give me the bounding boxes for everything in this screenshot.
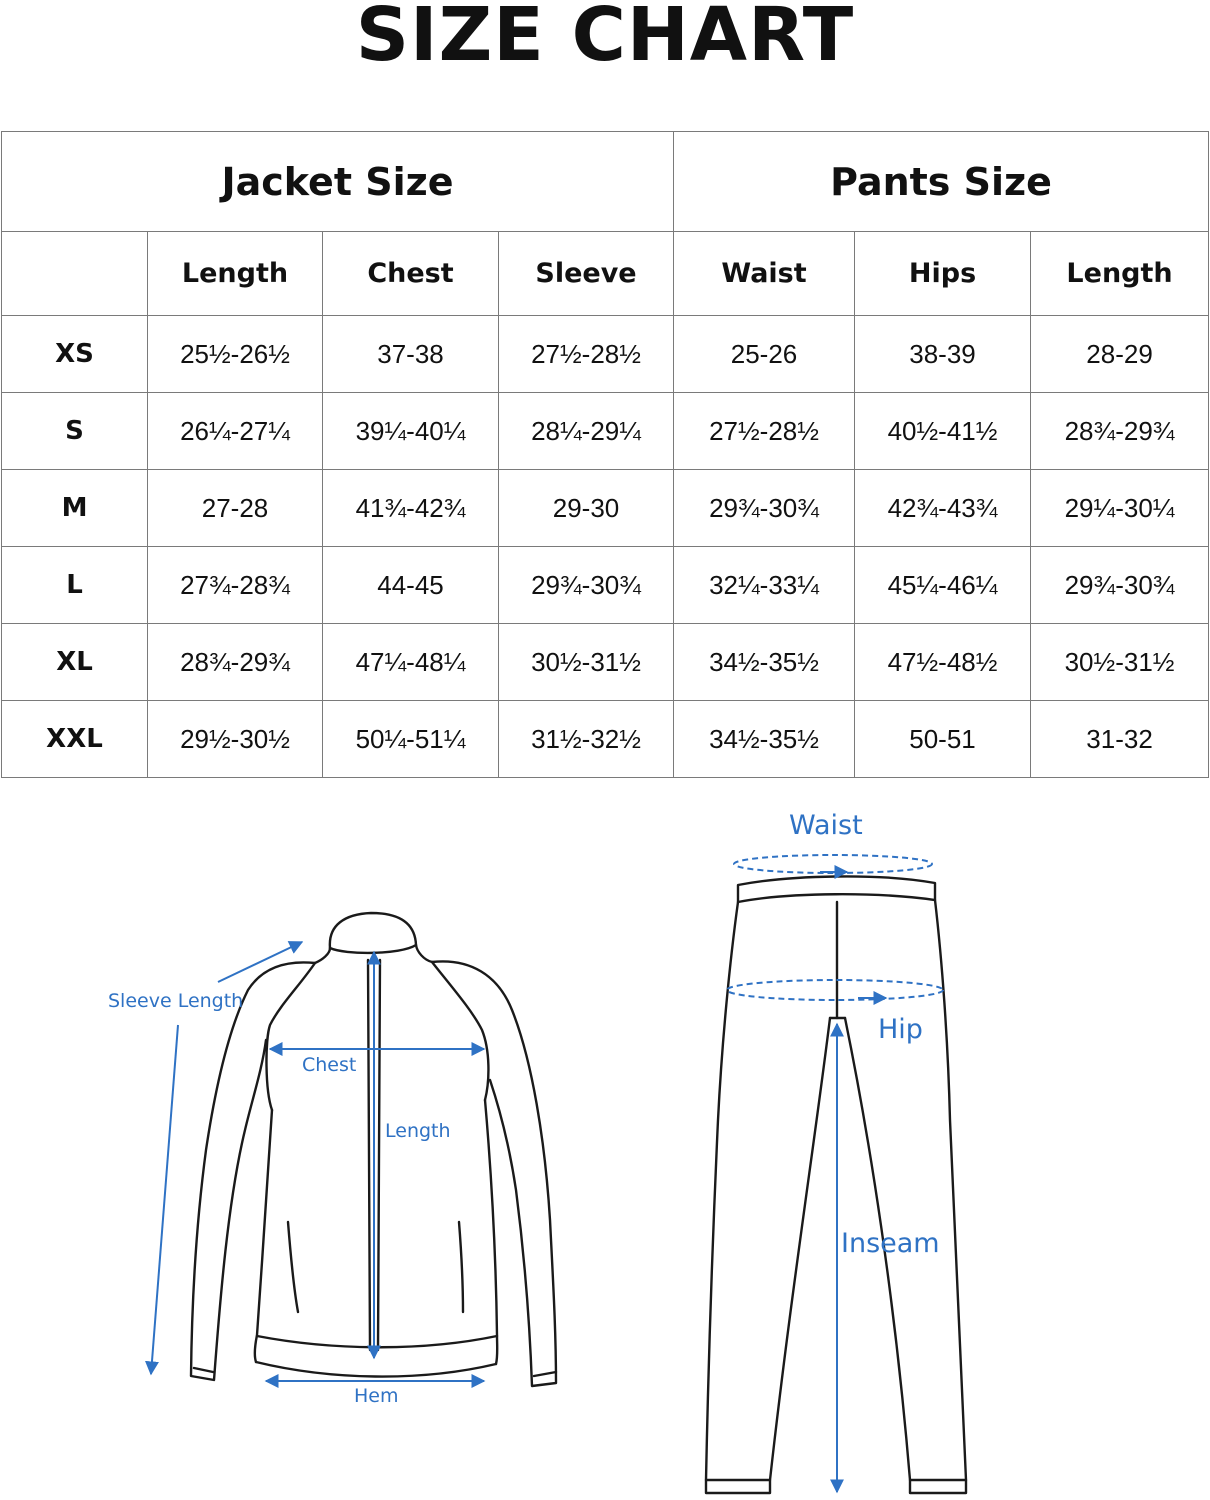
table-cell: 50-51	[855, 701, 1031, 778]
table-cell: 29¾-30¾	[674, 470, 855, 547]
table-cell: 40½-41½	[855, 393, 1031, 470]
table-cell: 27¾-28¾	[148, 547, 323, 624]
table-cell: 29¼-30¼	[1031, 470, 1209, 547]
table-cell: 29½-30½	[148, 701, 323, 778]
table-cell: 27½-28½	[674, 393, 855, 470]
table-cell: 28-29	[1031, 316, 1209, 393]
table-cell: 45¼-46¼	[855, 547, 1031, 624]
jacket-length-label: Length	[385, 1120, 451, 1142]
table-cell: 38-39	[855, 316, 1031, 393]
table-cell: 29¾-30¾	[499, 547, 674, 624]
table-cell: 29-30	[499, 470, 674, 547]
pants-size-header: Pants Size	[674, 132, 1209, 232]
table-cell: 28¼-29¼	[499, 393, 674, 470]
size-label: XXL	[2, 701, 148, 778]
table-cell: 27½-28½	[499, 316, 674, 393]
size-label: XS	[2, 316, 148, 393]
column-header-jacket-length: Length	[148, 232, 323, 316]
table-row	[2, 316, 1209, 393]
table-cell: 34½-35½	[674, 701, 855, 778]
size-label: XL	[2, 624, 148, 701]
table-cell: 41¾-42¾	[323, 470, 499, 547]
table-cell: 50¼-51¼	[323, 701, 499, 778]
table-row	[2, 547, 1209, 624]
column-header-sleeve: Sleeve	[499, 232, 674, 316]
chest-label: Chest	[302, 1054, 357, 1076]
size-table	[1, 131, 1209, 778]
column-header-pants-length: Length	[1031, 232, 1209, 316]
measurement-diagram	[0, 780, 1210, 1500]
table-cell: 32¼-33¼	[674, 547, 855, 624]
jacket-size-header: Jacket Size	[2, 132, 674, 232]
table-cell: 39¼-40¼	[323, 393, 499, 470]
page-title: SIZE CHART	[355, 0, 855, 78]
table-cell: 28¾-29¾	[1031, 393, 1209, 470]
pants-measure-lines	[727, 855, 943, 1492]
table-cell: 31-32	[1031, 701, 1209, 778]
table-cell: 47¼-48¼	[323, 624, 499, 701]
table-cell: 27-28	[148, 470, 323, 547]
size-label: M	[2, 470, 148, 547]
column-header-hips: Hips	[855, 232, 1031, 316]
column-header-chest: Chest	[323, 232, 499, 316]
table-row	[2, 393, 1209, 470]
waist-ellipse	[734, 855, 932, 873]
table-cell: 25½-26½	[148, 316, 323, 393]
waist-label: Waist	[789, 810, 863, 841]
column-header-waist: Waist	[674, 232, 855, 316]
sleeve-arrow-bottom	[151, 1025, 178, 1374]
sleeve-length-label: Sleeve Length	[108, 990, 244, 1012]
table-cell: 37-38	[323, 316, 499, 393]
table-cell: 30½-31½	[1031, 624, 1209, 701]
table-cell: 30½-31½	[499, 624, 674, 701]
hip-label: Hip	[878, 1014, 923, 1045]
table-cell: 25-26	[674, 316, 855, 393]
table-cell: 42¾-43¾	[855, 470, 1031, 547]
table-cell: 28¾-29¾	[148, 624, 323, 701]
hem-label: Hem	[354, 1385, 399, 1407]
column-header-size	[2, 232, 148, 316]
hip-ellipse	[727, 980, 943, 1000]
table-cell: 34½-35½	[674, 624, 855, 701]
table-row	[2, 470, 1209, 547]
table-cell: 26¼-27¼	[148, 393, 323, 470]
table-cell: 29¾-30¾	[1031, 547, 1209, 624]
table-row	[2, 701, 1209, 778]
size-label: L	[2, 547, 148, 624]
table-cell: 47½-48½	[855, 624, 1031, 701]
inseam-label: Inseam	[841, 1228, 940, 1259]
size-label: S	[2, 393, 148, 470]
table-row	[2, 624, 1209, 701]
table-cell: 44-45	[323, 547, 499, 624]
table-cell: 31½-32½	[499, 701, 674, 778]
